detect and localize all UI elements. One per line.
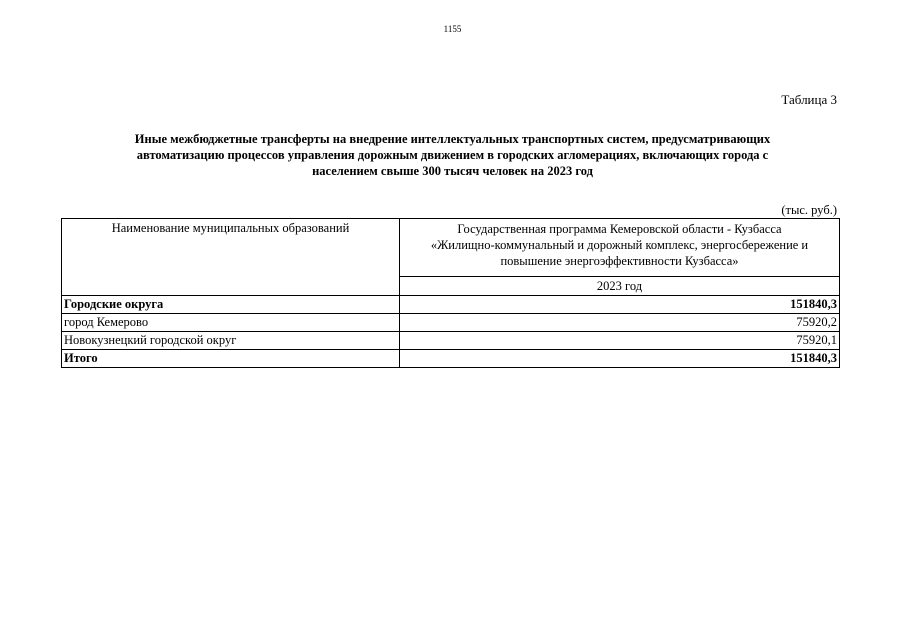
- header-program-line: «Жилищно-коммунальный и дорожный комплекс, энергосбережение и: [430, 238, 809, 252]
- row-value: 151840,3: [400, 296, 840, 314]
- table-header-row: [62, 219, 840, 277]
- document-title-line: населением свыше 300 тысяч человек на 2023 год: [312, 164, 593, 178]
- row-name: Новокузнецкий городской округ: [62, 332, 400, 350]
- row-value: 75920,1: [400, 332, 840, 350]
- row-name: Городские округа: [62, 296, 400, 314]
- header-program-line: Государственная программа Кемеровской области - Кузбасса: [457, 222, 782, 236]
- header-municipality-name: Наименование муниципальных образований: [62, 219, 400, 296]
- page-number: 1155: [443, 24, 462, 34]
- table-label: Таблица 3: [781, 92, 837, 107]
- row-name: Итого: [62, 350, 400, 368]
- header-state-program: [400, 219, 840, 277]
- table-row: [62, 350, 840, 368]
- header-year: 2023 год: [400, 277, 840, 296]
- header-program-line: повышение энергоэффективности Кузбасса»: [500, 254, 739, 268]
- document-title-line: Иные межбюджетные трансферты на внедрение интеллектуальных транспортных систем, предусматривающих: [134, 132, 771, 146]
- units-note: (тыс. руб.): [781, 203, 837, 217]
- row-name: город Кемерово: [62, 314, 400, 332]
- transfers-table: [61, 218, 840, 368]
- document-title-line: автоматизацию процессов управления дорожным движением в городских агломерациях, включающих города с: [136, 148, 769, 162]
- row-value: 151840,3: [400, 350, 840, 368]
- table-row: [62, 332, 840, 350]
- table-row: [62, 296, 840, 314]
- row-value: 75920,2: [400, 314, 840, 332]
- table-row: [62, 314, 840, 332]
- document-title: [80, 131, 825, 179]
